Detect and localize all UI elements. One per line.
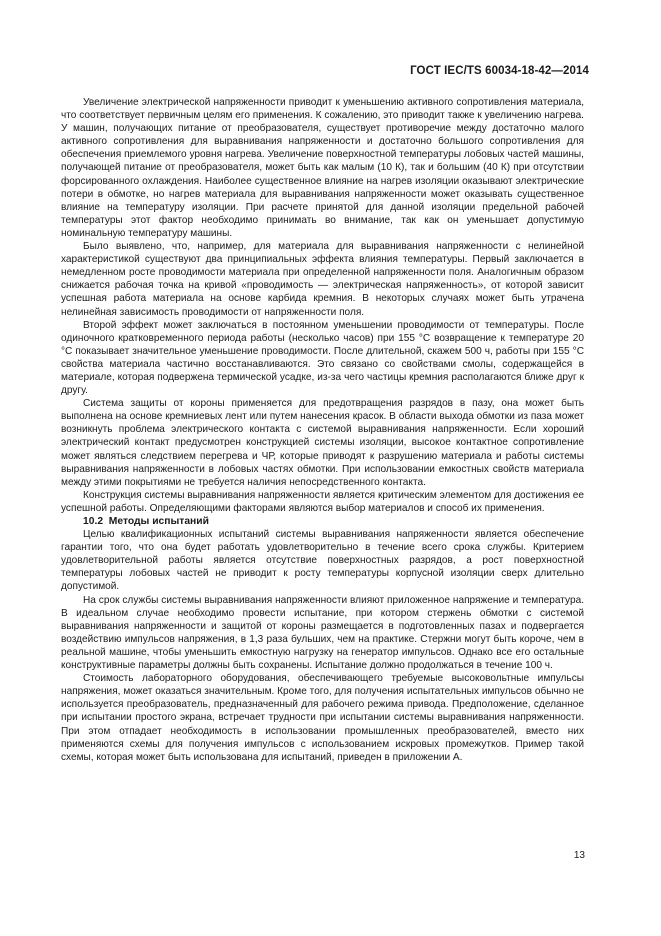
- paragraph: На срок службы системы выравнивания напряженности влияют приложенное напряжение и температура. В идеальном случае необходимо провести испытание, при котором стержень обмотки с системой выравнивания напряженности и защитой от короны размещается в подготовленных пазах и подвергается воздействию импульсов напряжения, в 1,3 раза бульших, чем на практике. Стержни могут быть короче, чем в реальной машине, чтобы уменьшить емкостную нагрузку на генератор импульсов. Однако все его остальные конструктивные параметры должны быть сохранены. Испытание должно продолжаться в течение 100 ч.: [61, 594, 584, 672]
- section-heading: [61, 515, 584, 528]
- paragraph: Стоимость лабораторного оборудования, обеспечивающего требуемые высоковольтные импульсы напряжения, может оказаться значительным. Кроме того, для получения испытательных импульсов обычно не используется преобразователь, предназначенный для рабочего режима привода. Предположение, сделанное при испытании простого экрана, встречает трудности при испытании системы выравнивания напряженности. При этом отпадает необходимость в использовании промышленных преобразователей, вместо них применяются схемы для получения импульсов с использованием искровых промежутков. Пример такой схемы, которая может быть использована для испытаний, приведен в приложении А.: [61, 673, 584, 763]
- section-title: Методы испытаний: [108, 516, 209, 527]
- page-number: 13: [573, 850, 585, 861]
- document-header: ГОСТ IEC/TS 60034-18-42—2014: [410, 65, 589, 77]
- paragraph: Было выявлено, что, например, для материала для выравнивания напряженности с нелинейной характеристикой существуют два принципиальных эффекта влияния температуры. Первый заключается в немедленном росте проводимости материала при определенной напряженности поля. Аналогичным образом снижается рабочая точка на кривой «проводимость — электрическая напряженность», от которой зависит успешная работа материала на основе карбида кремния. В некоторых случаях может быть утрачена нелинейная зависимость проводимости от напряженности поля.: [61, 241, 584, 318]
- paragraph: Целью квалификационных испытаний системы выравнивания напряженности является обеспечение гарантии того, что она будет работать удовлетворительно в течение всего срока службы. Критерием удовлетворительной работы является отсутствие поверхностных разрядов, а рост поверхностной температуры лобовых частей не приводит к росту температуры корпусной изоляции сверх длительно допустимой.: [61, 529, 584, 593]
- section-number: 10.2: [83, 516, 104, 527]
- paragraph: Увеличение электрической напряженности приводит к уменьшению активного сопротивления материала, что соответствует первичным целям его применения. К сожалению, это приводит также к увеличению нагрева. У машин, получающих питание от преобразователя, существует противоречие между достаточно малого активного сопротивления для выравнивания напряженности и достаточно большого сопротивления для обеспечения приемлемого уровня нагрева. Увеличение поверхностной температуры лобовых частей машины, получающей питание от преобразователя, может быть как малым (10 К), так и большим (40 К) при отсутствии форсированного охлаждения. Наиболее существенное влияние на нагрев изоляции оказывают электрические потери в обмотке, но нагрев материала для выравнивания напряженности может оказывать существенное влияние на температуру изоляции. При расчете принятой для данной изоляции предельной рабочей температуры этот фактор необходимо принимать во внимание, так как он уменьшает допустимую номинальную температуру машины.: [61, 97, 584, 239]
- page-body: [61, 96, 584, 764]
- paragraph: Система защиты от короны применяется для предотвращения разрядов в пазу, она может быть выполнена на основе кремниевых лент или путем нанесения красок. В области выхода обмотки из паза может возникнуть проблема электрического контакта с системой выравнивания напряженности. Если хороший электрический контакт предусмотрен конструкцией системы изоляции, высокое контактное сопротивление может являться следствием перегрева и ЧР, которые приводят к разрушению материала и работы системы выравнивания напряженности в лобовых частях обмотки. При использовании емкостных свойств материала между этими покрытиями не требуется наличия непосредственного контакта.: [61, 398, 584, 488]
- paragraph: Конструкция системы выравнивания напряженности является критическим элементом для достижения ее успешной работы. Определяющими факторами являются выбор материалов и способ их применения.: [61, 489, 584, 514]
- paragraph: Второй эффект может заключаться в постоянном уменьшении проводимости от температуры. После одиночного кратковременного периода работы (несколько часов) при 155 °С возвращение к температуре 20 °С показывает значительное уменьшение проводимости. После длительной, скажем 500 ч, работы при 155 °С свойства материала частично восстанавливаются. Это связано со свойствами смолы, содержащейся в материале, которая подвержена термической усадке, из-за чего частицы кремния располагаются ближе друг к другу.: [61, 319, 584, 397]
